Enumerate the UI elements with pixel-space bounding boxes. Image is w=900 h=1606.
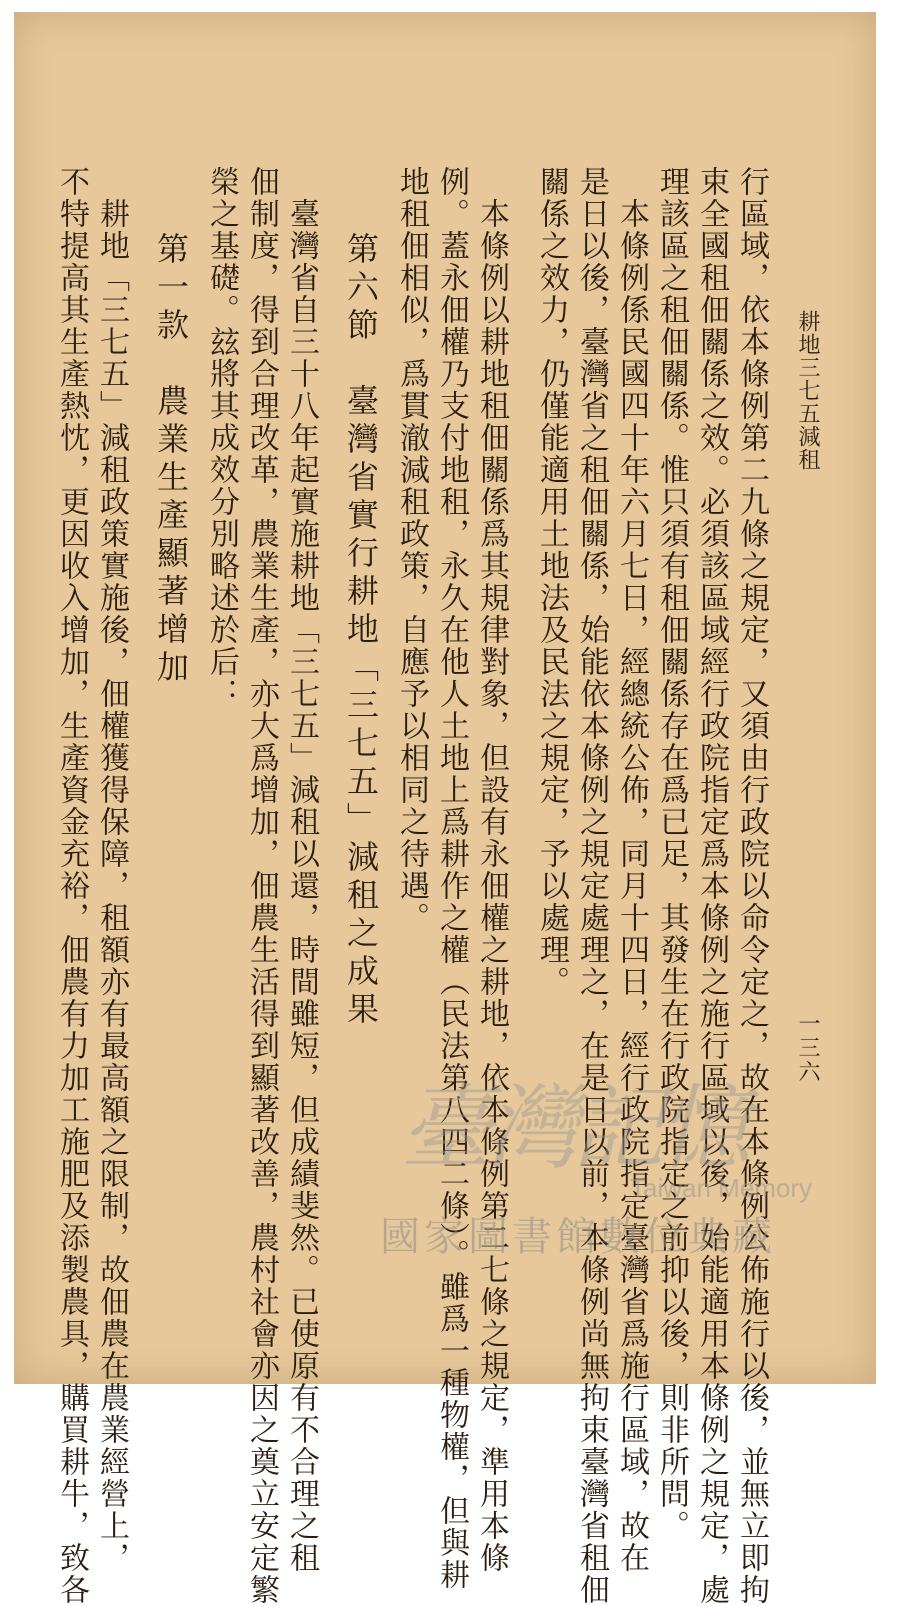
watermark-subtitle: Taiwan Memory: [630, 1173, 813, 1203]
text-column-9: 地租佃相似，爲貫澈減租政策，自應予以相同之待遇。: [394, 166, 429, 934]
text-column-10: 臺灣省自三十八年起實施耕地「三七五」減租以還，時間雖短，但成績斐然。已使原有不合理之租: [284, 166, 319, 1574]
running-header: 耕地三七五減租: [795, 310, 820, 471]
text-column-5: 是日以後，臺灣省之租佃關係，始能依本條例之規定處理之，在是日以前，本條例尚無拘束臺灣省租佃: [574, 166, 609, 1606]
text-column-2: 束全國租佃關係之效。必須該區域經行政院指定爲本條例之施行區域以後，始能適用本條例之規定，處: [694, 166, 729, 1606]
text-column-4: 本條例係民國四十年六月七日，經總統公佈，同月十四日，經行政院指定臺灣省爲施行區域，故在: [614, 166, 649, 1574]
text-column-1: 行區域，依本條例第二九條之規定，又須由行政院以命令定之，故在本條例公佈施行以後，並無立即拘: [734, 166, 769, 1606]
text-column-6: 關係之效力，仍僅能適用土地法及民法之規定，予以處理。: [534, 166, 569, 998]
text-column-14: 不特提高其生產熱忱，更因收入增加，生產資金充裕，佃農有力加工施肥及添製農具，購買耕牛，致各: [54, 166, 89, 1606]
subsection-heading: 第一款 農業生產顯著增加: [152, 232, 190, 688]
watermark-logo: 臺灣記憶: [400, 1075, 745, 1182]
text-column-7: 本條例以耕地租佃關係爲其規律對象，但設有永佃權之耕地，依本條例第二七條之規定，準用本條: [474, 166, 509, 1574]
text-column-3: 理該區之租佃關係。惟只須有租佃關係存在爲已足，其發生在行政院指定之前抑以後，則非所問。: [654, 166, 689, 1542]
watermark-organization: 國家圖書館數位典藏: [380, 1214, 776, 1260]
text-column-12: 榮之基礎。玆將其成效分別略述於后：: [204, 166, 239, 710]
library-watermark: [380, 1055, 850, 1265]
page-number: 一三六: [795, 1012, 820, 1084]
text-column-13: 耕地「三七五」減租政策實施後，佃權獲得保障，租額亦有最高額之限制，故佃農在農業經營上，: [94, 166, 129, 1574]
text-column-11: 佃制度，得到合理改革，農業生產，亦大爲增加，佃農生活得到顯著改善，農村社會亦因之奠立安定繁: [244, 166, 279, 1606]
text-column-8: 例。蓋永佃權乃支付地租，永久在他人土地上爲耕作之權（民法第八四二條）。雖爲一種物權，但與耕: [434, 166, 469, 1591]
section-heading: 第六節 臺灣省實行耕地「三七五」減租之成果: [342, 232, 380, 1030]
